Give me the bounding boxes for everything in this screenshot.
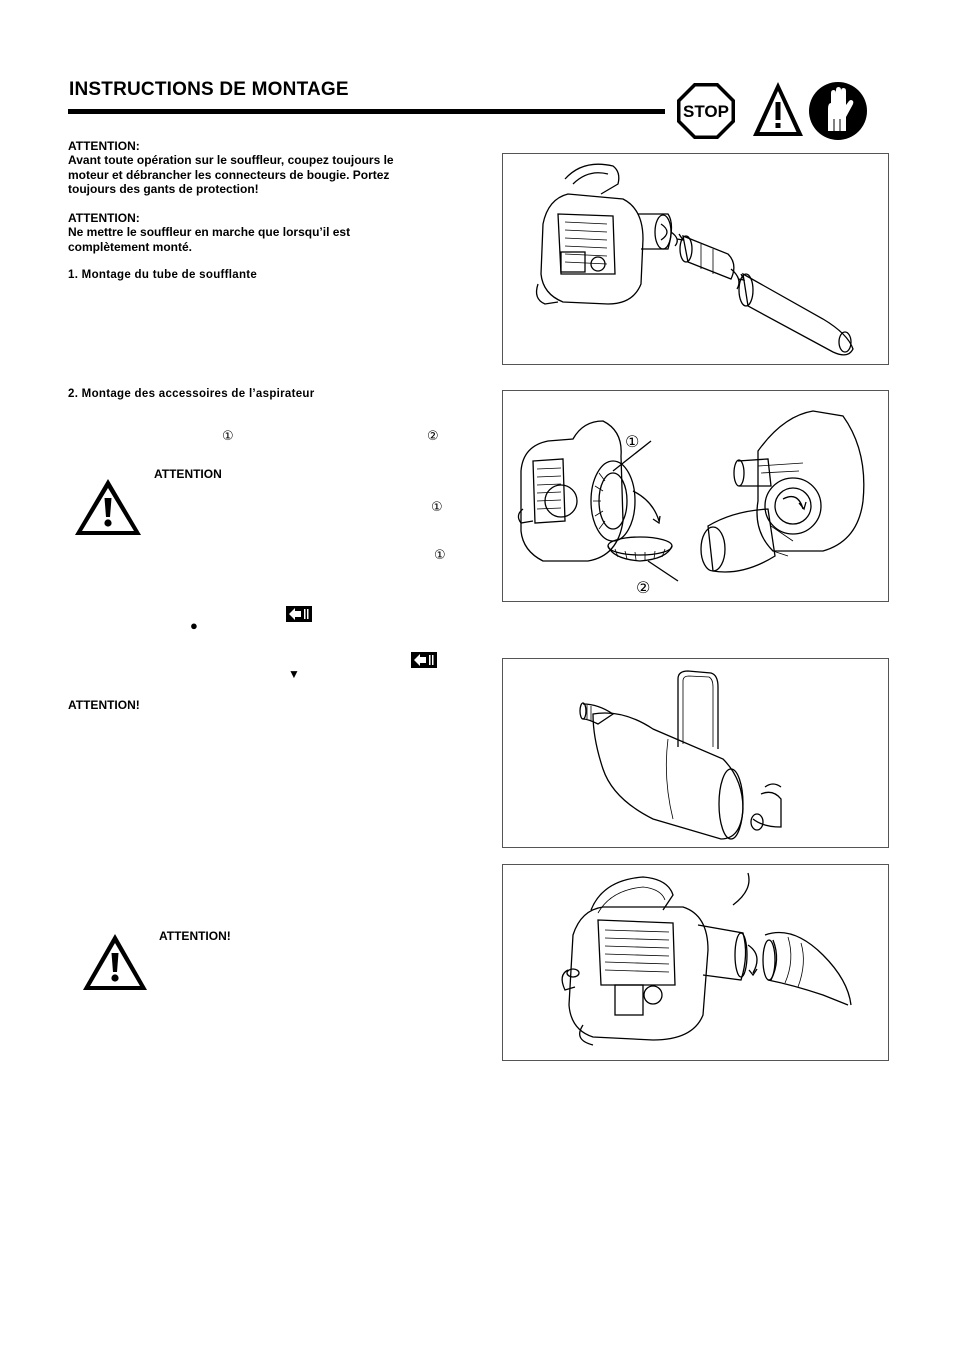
attention-1-line-2: moteur et débrancher les connecteurs de bougie. Portez [68,168,390,182]
attention-1-label: ATTENTION: [68,139,140,153]
attention-2-label: ATTENTION: [68,211,140,225]
arrow-badge-icon [286,606,312,622]
attention-1-line-1: Avant toute opération sur le souffleur, coupez toujours le [68,153,394,167]
warning-block-label: ATTENTION! [159,929,231,943]
dot-symbol: ● [190,618,198,633]
marker-1: ① [222,429,234,444]
figure-collection-bag [502,658,889,848]
warning-triangle-icon [74,478,142,536]
figure-blower-vacuum [502,864,889,1061]
attention-2-line-2: complètement monté. [68,240,193,254]
section-1-heading: 1. Montage du tube de soufflante [68,269,258,281]
marker-1c: ① [434,548,446,563]
triangle-symbol: ▼ [288,667,300,681]
figure-2-callout-2: ② [636,578,651,597]
stop-label: STOP [683,102,729,121]
title-rule [68,109,665,114]
figure-vacuum-accessories [502,390,889,602]
warning-triangle-icon [82,933,148,991]
warning-triangle-icon [751,80,805,138]
arrow-badge-icon [411,652,437,668]
attention-2-line-1: Ne mettre le souffleur en marche que lorsqu’il est [68,225,351,239]
marker-1b: ① [431,500,443,515]
gloves-icon [808,81,868,141]
section-2-attention-label: ATTENTION [154,467,222,481]
section-2-heading: 2. Montage des accessoires de l’aspirateur [68,388,315,400]
stop-sign-icon [676,82,736,140]
figure-blower-tube [502,153,889,365]
section-2-attention-excl: ATTENTION! [68,698,140,712]
page-title: INSTRUCTIONS DE MONTAGE [69,79,349,100]
marker-2: ② [427,429,439,444]
attention-1-line-3: toujours des gants de protection! [68,182,259,196]
figure-2-callout-1: ① [625,432,640,451]
